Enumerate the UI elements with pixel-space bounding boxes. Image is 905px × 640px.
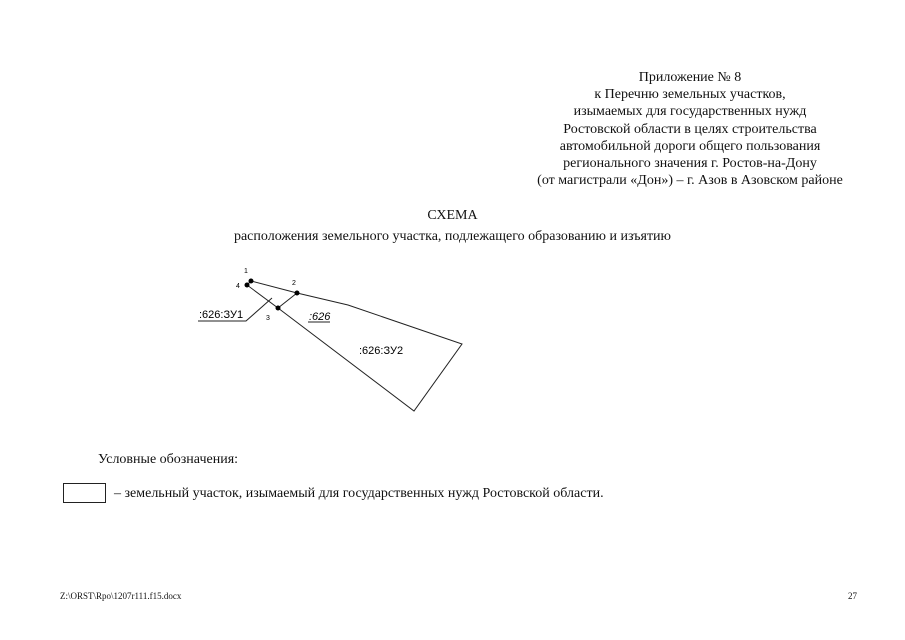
legend-item-text: – земельный участок, изымаемый для государственных нужд Ростовской области. — [114, 486, 604, 501]
vertex-point — [245, 283, 250, 288]
plot-zu2-label: :626:ЗУ2 — [359, 345, 404, 357]
annex-line: Ростовской области в целях строительства — [563, 121, 817, 137]
plot-zu1-boundary — [247, 281, 297, 308]
plot-zu1-label: :626:ЗУ1 — [199, 309, 244, 321]
scheme-title: СХЕМА — [427, 208, 478, 223]
footer-file-path: Z:\ORST\Rpo\1207r111.f15.docx — [60, 591, 182, 601]
vertex-point — [295, 291, 300, 296]
vertex-label: 3 — [266, 315, 270, 322]
scheme-subtitle: расположения земельного участка, подлежащего образованию и изъятию — [233, 229, 672, 244]
annex-line: изымаемых для государственных нужд — [573, 104, 807, 120]
annex-line: регионального значения г. Ростов-на-Дону — [563, 156, 817, 172]
legend-heading: Условные обозначения: — [98, 452, 239, 467]
vertex-point — [249, 279, 254, 284]
vertex-label: 1 — [244, 268, 248, 275]
annex-line: (от магистрали «Дон») – г. Азов в Азовском районе — [537, 173, 843, 189]
vertex-label: 4 — [236, 283, 240, 290]
vertex-point — [276, 306, 281, 311]
vertex-label: 2 — [292, 280, 296, 287]
legend-swatch — [63, 483, 106, 503]
annex-line: Приложение № 8 — [638, 70, 742, 85]
annex-line: автомобильной дороги общего пользования — [559, 138, 821, 154]
parcel-label: :626 — [309, 311, 331, 323]
annex-line: к Перечню земельных участков, — [594, 87, 786, 103]
page-number: 27 — [848, 591, 857, 601]
